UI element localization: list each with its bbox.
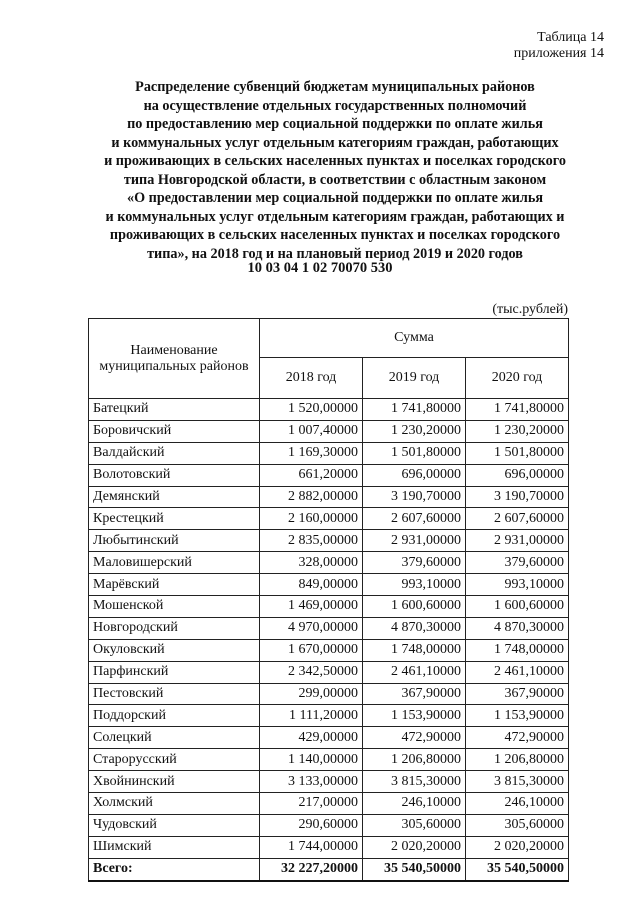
amount-2019: 472,90000 <box>363 727 466 749</box>
amount-2019: 1 230,20000 <box>363 420 466 442</box>
amount-2018: 2 160,00000 <box>260 508 363 530</box>
subsidy-table <box>88 318 569 882</box>
table-row <box>89 727 569 749</box>
table-label: Таблица 14 <box>537 30 604 45</box>
district-name: Демянский <box>89 486 260 508</box>
units-label: (тыс.рублей) <box>492 302 568 317</box>
table-row <box>89 486 569 508</box>
total-2018: 32 227,20000 <box>260 858 363 880</box>
district-name: Пестовский <box>89 683 260 705</box>
table-row <box>89 552 569 574</box>
total-label: Всего: <box>89 858 260 880</box>
district-name: Холмский <box>89 793 260 815</box>
title-line: «О предоставлении мер социальной поддержки по оплате жилья <box>126 190 544 206</box>
table-row <box>89 442 569 464</box>
table-row <box>89 749 569 771</box>
column-header-2020: 2020 год <box>466 358 569 399</box>
total-2020: 35 540,50000 <box>466 858 569 880</box>
table-row <box>89 639 569 661</box>
amount-2020: 379,60000 <box>466 552 569 574</box>
table-row <box>89 596 569 618</box>
amount-2019: 4 870,30000 <box>363 617 466 639</box>
amount-2020: 2 931,00000 <box>466 530 569 552</box>
table-row <box>89 399 569 421</box>
amount-2019: 1 206,80000 <box>363 749 466 771</box>
amount-2020: 3 815,30000 <box>466 771 569 793</box>
amount-2019: 993,10000 <box>363 574 466 596</box>
table-row <box>89 793 569 815</box>
amount-2019: 3 815,30000 <box>363 771 466 793</box>
table-row <box>89 661 569 683</box>
table-row <box>89 683 569 705</box>
table-row <box>89 771 569 793</box>
amount-2018: 290,60000 <box>260 814 363 836</box>
amount-2019: 1 600,60000 <box>363 596 466 618</box>
amount-2018: 1 744,00000 <box>260 836 363 858</box>
amount-2018: 1 670,00000 <box>260 639 363 661</box>
amount-2018: 429,00000 <box>260 727 363 749</box>
amount-2019: 3 190,70000 <box>363 486 466 508</box>
district-name: Батецкий <box>89 399 260 421</box>
amount-2019: 305,60000 <box>363 814 466 836</box>
amount-2020: 2 607,60000 <box>466 508 569 530</box>
amount-2018: 1 111,20000 <box>260 705 363 727</box>
table-number-header <box>514 30 604 62</box>
amount-2018: 299,00000 <box>260 683 363 705</box>
title-line: типа», на 2018 год и на плановый период 2019 и 2020 годов <box>147 245 523 262</box>
table-row <box>89 420 569 442</box>
district-name: Марёвский <box>89 574 260 596</box>
district-name: Боровичский <box>89 420 260 442</box>
table-row <box>89 617 569 639</box>
column-header-2018: 2018 год <box>260 358 363 399</box>
amount-2018: 1 520,00000 <box>260 399 363 421</box>
amount-2018: 849,00000 <box>260 574 363 596</box>
total-2019: 35 540,50000 <box>363 858 466 880</box>
amount-2019: 2 020,20000 <box>363 836 466 858</box>
amount-2019: 1 741,80000 <box>363 399 466 421</box>
title-line: по предоставлению мер социальной поддержки по оплате жилья <box>127 116 543 132</box>
amount-2019: 246,10000 <box>363 793 466 815</box>
district-name: Крестецкий <box>89 508 260 530</box>
title-line: на осуществление отдельных государственных полномочий <box>143 97 527 114</box>
title-line: и коммунальных услуг отдельным категориям граждан, работающих <box>111 134 559 151</box>
column-header-name: Наименование муниципальных районов <box>89 319 260 399</box>
amount-2020: 3 190,70000 <box>466 486 569 508</box>
column-header-sum: Сумма <box>260 319 569 358</box>
district-name: Поддорский <box>89 705 260 727</box>
title-line: Распределение субвенций бюджетам муниципальных районов <box>135 79 535 95</box>
amount-2019: 2 607,60000 <box>363 508 466 530</box>
district-name: Маловишерский <box>89 552 260 574</box>
district-name: Валдайский <box>89 442 260 464</box>
district-name: Окуловский <box>89 639 260 661</box>
amount-2018: 1 007,40000 <box>260 420 363 442</box>
district-name: Мошенской <box>89 596 260 618</box>
table-row <box>89 530 569 552</box>
district-name: Волотовский <box>89 464 260 486</box>
table-row <box>89 464 569 486</box>
table-row <box>89 705 569 727</box>
amount-2020: 1 230,20000 <box>466 420 569 442</box>
amount-2020: 1 206,80000 <box>466 749 569 771</box>
amount-2018: 1 169,30000 <box>260 442 363 464</box>
amount-2020: 367,90000 <box>466 683 569 705</box>
table-row <box>89 814 569 836</box>
amount-2020: 1 600,60000 <box>466 596 569 618</box>
amount-2018: 328,00000 <box>260 552 363 574</box>
amount-2019: 1 748,00000 <box>363 639 466 661</box>
amount-2018: 3 133,00000 <box>260 771 363 793</box>
amount-2020: 1 153,90000 <box>466 705 569 727</box>
title-line: проживающих в сельских населенных пунктах и поселках городского <box>109 227 561 243</box>
table-row <box>89 836 569 858</box>
table-header-row <box>89 319 569 358</box>
amount-2020: 472,90000 <box>466 727 569 749</box>
amount-2018: 1 469,00000 <box>260 596 363 618</box>
title-line: и проживающих в сельских населенных пунктах и поселках городского <box>104 153 566 169</box>
title-line: и коммунальных услуг отдельным категориям граждан, работающих и <box>105 208 565 225</box>
amount-2019: 367,90000 <box>363 683 466 705</box>
district-name: Солецкий <box>89 727 260 749</box>
amount-2018: 2 882,00000 <box>260 486 363 508</box>
district-name: Чудовский <box>89 814 260 836</box>
district-name: Шимский <box>89 836 260 858</box>
amount-2018: 2 342,50000 <box>260 661 363 683</box>
column-header-2019: 2019 год <box>363 358 466 399</box>
amount-2020: 696,00000 <box>466 464 569 486</box>
amount-2019: 2 461,10000 <box>363 661 466 683</box>
district-name: Любытинский <box>89 530 260 552</box>
amount-2018: 4 970,00000 <box>260 617 363 639</box>
appendix-label: приложения 14 <box>513 46 604 61</box>
amount-2020: 1 741,80000 <box>466 399 569 421</box>
district-name: Хвойнинский <box>89 771 260 793</box>
amount-2020: 1 501,80000 <box>466 442 569 464</box>
table-total-row <box>89 858 569 880</box>
amount-2020: 2 461,10000 <box>466 661 569 683</box>
amount-2018: 1 140,00000 <box>260 749 363 771</box>
amount-2020: 305,60000 <box>466 814 569 836</box>
amount-2019: 379,60000 <box>363 552 466 574</box>
amount-2020: 993,10000 <box>466 574 569 596</box>
table-row <box>89 508 569 530</box>
amount-2018: 217,00000 <box>260 793 363 815</box>
title-line: типа Новгородской области, в соответствии с областным законом <box>123 171 547 188</box>
budget-classification-code: 10 03 04 1 02 70070 530 <box>247 260 393 276</box>
amount-2019: 2 931,00000 <box>363 530 466 552</box>
district-name: Новгородский <box>89 617 260 639</box>
table-row <box>89 574 569 596</box>
amount-2020: 2 020,20000 <box>466 836 569 858</box>
document-title <box>70 78 600 263</box>
amount-2019: 1 153,90000 <box>363 705 466 727</box>
district-name: Парфинский <box>89 661 260 683</box>
amount-2019: 696,00000 <box>363 464 466 486</box>
district-name: Старорусский <box>89 749 260 771</box>
amount-2020: 246,10000 <box>466 793 569 815</box>
amount-2020: 4 870,30000 <box>466 617 569 639</box>
amount-2019: 1 501,80000 <box>363 442 466 464</box>
amount-2018: 2 835,00000 <box>260 530 363 552</box>
amount-2020: 1 748,00000 <box>466 639 569 661</box>
amount-2018: 661,20000 <box>260 464 363 486</box>
